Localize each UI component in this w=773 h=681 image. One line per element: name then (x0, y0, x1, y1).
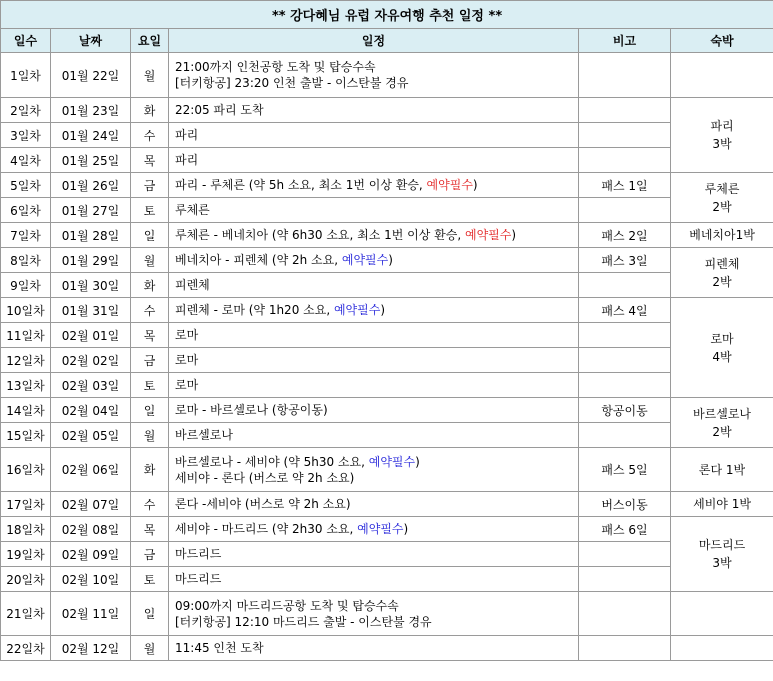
schedule-cell (169, 198, 579, 223)
stay-text: 마드리드 (698, 538, 746, 552)
schedule-text: ) (380, 303, 386, 317)
weekday-cell: 수 (131, 123, 169, 148)
schedule-line (175, 521, 578, 537)
schedule-line (175, 127, 578, 143)
schedule-text: 로마 - 바르셀로나 (항공이동) (175, 403, 328, 417)
table-row (1, 173, 773, 198)
schedule-text: 피렌체 - 로마 (약 1h20 소요, (175, 303, 334, 317)
schedule-line (175, 252, 578, 268)
page-title: ** 강다혜님 유럽 자유여행 추천 일정 ** (1, 1, 773, 29)
stay-cell (671, 173, 773, 223)
schedule-line (175, 598, 578, 614)
day-cell: 4일차 (1, 148, 51, 173)
schedule-text: 파리 - 루체른 (약 5h 소요, 최소 1번 이상 환승, (175, 178, 427, 192)
table-row (1, 273, 773, 298)
note-cell: 패스 5일 (579, 448, 671, 492)
weekday-cell: 일 (131, 592, 169, 636)
schedule-text: 로마 (175, 353, 199, 367)
weekday-cell: 목 (131, 323, 169, 348)
stay-text: 루체른 (704, 181, 740, 196)
date-cell: 02월 07일 (51, 492, 131, 517)
schedule-text: 바르셀로나 (175, 428, 233, 442)
schedule-line (175, 59, 578, 75)
day-cell: 12일차 (1, 348, 51, 373)
table-row (1, 373, 773, 398)
stay-text: 세비야 1박 (693, 497, 751, 511)
day-cell: 1일차 (1, 53, 51, 98)
weekday-cell: 월 (131, 636, 169, 661)
weekday-cell: 금 (131, 348, 169, 373)
weekday-cell: 금 (131, 173, 169, 198)
stay-cell (671, 492, 773, 517)
header-date: 날짜 (51, 29, 131, 53)
schedule-text: 피렌체 (175, 278, 210, 292)
date-cell: 01월 30일 (51, 273, 131, 298)
schedule-text: 로마 (175, 328, 199, 342)
note-cell: 버스이동 (579, 492, 671, 517)
table-row (1, 223, 773, 248)
weekday-cell: 화 (131, 98, 169, 123)
day-cell: 2일차 (1, 98, 51, 123)
table-row (1, 592, 773, 636)
header-schedule: 일정 (169, 29, 579, 53)
stay-text: 3박 (712, 556, 732, 570)
stay-text: 로마 (710, 331, 734, 346)
schedule-line (175, 227, 578, 243)
schedule-text: 마드리드 (175, 547, 222, 561)
day-cell: 21일차 (1, 592, 51, 636)
stay-cell (671, 98, 773, 173)
schedule-line (175, 571, 578, 587)
header-note: 비고 (579, 29, 671, 53)
weekday-cell: 토 (131, 198, 169, 223)
schedule-line (175, 277, 578, 293)
note-cell (579, 592, 671, 636)
stay-cell (671, 53, 773, 98)
note-cell (579, 567, 671, 592)
table-row (1, 517, 773, 542)
day-cell: 14일차 (1, 398, 51, 423)
day-cell: 19일차 (1, 542, 51, 567)
date-cell: 02월 08일 (51, 517, 131, 542)
stay-text: 베네치아1박 (689, 228, 755, 242)
schedule-text: 11:45 인천 도착 (175, 641, 264, 655)
weekday-cell: 토 (131, 373, 169, 398)
schedule-cell (169, 98, 579, 123)
title-row (1, 1, 773, 29)
reservation-required-label: 예약필수 (341, 253, 389, 267)
date-cell: 02월 04일 (51, 398, 131, 423)
date-cell: 02월 09일 (51, 542, 131, 567)
schedule-text: ) (415, 454, 420, 469)
stay-text: 2박 (712, 424, 732, 439)
schedule-cell (169, 53, 579, 98)
reservation-required-label: 예약필수 (357, 522, 404, 536)
stay-text: 파리 (710, 119, 734, 133)
table-row (1, 542, 773, 567)
day-cell: 3일차 (1, 123, 51, 148)
stay-text: 피렌체 (704, 256, 740, 271)
schedule-text: ) (472, 178, 478, 192)
table-row (1, 298, 773, 323)
note-cell: 패스 6일 (579, 517, 671, 542)
schedule-line (175, 470, 578, 486)
schedule-line (175, 102, 578, 118)
schedule-line (175, 427, 578, 443)
schedule-text: 22:05 파리 도착 (175, 103, 264, 117)
stay-cell (671, 298, 773, 398)
day-cell: 20일차 (1, 567, 51, 592)
schedule-text: 09:00까지 마드리드공항 도착 및 탑승수속 (175, 598, 399, 613)
reservation-required-label: 예약필수 (333, 303, 381, 317)
weekday-cell: 수 (131, 492, 169, 517)
date-cell: 01월 24일 (51, 123, 131, 148)
stay-cell (671, 398, 773, 448)
schedule-line (175, 377, 578, 393)
schedule-line (175, 614, 578, 630)
stay-text: 2박 (712, 199, 732, 214)
schedule-text: 파리 (175, 128, 199, 142)
schedule-text: 바르셀로나 - 세비야 (약 5h30 소요, (175, 454, 369, 469)
schedule-cell (169, 223, 579, 248)
schedule-line (175, 454, 578, 470)
schedule-cell (169, 348, 579, 373)
note-cell (579, 53, 671, 98)
schedule-line (175, 640, 578, 656)
schedule-cell (169, 592, 579, 636)
table-row (1, 323, 773, 348)
note-cell (579, 123, 671, 148)
day-cell: 17일차 (1, 492, 51, 517)
schedule-text: 루체른 (175, 203, 210, 217)
date-cell: 02월 11일 (51, 592, 131, 636)
stay-text: 2박 (712, 274, 732, 289)
note-cell (579, 636, 671, 661)
day-cell: 5일차 (1, 173, 51, 198)
schedule-text: 루체른 - 베네치아 (약 6h30 소요, 최소 1번 이상 환승, (175, 228, 465, 242)
schedule-text: ) (388, 253, 393, 267)
stay-cell (671, 517, 773, 592)
schedule-cell (169, 248, 579, 273)
weekday-cell: 목 (131, 517, 169, 542)
schedule-line (175, 496, 578, 512)
schedule-cell (169, 148, 579, 173)
schedule-line (175, 152, 578, 168)
stay-text: 3박 (712, 137, 732, 151)
schedule-text: 마드리드 (175, 572, 222, 586)
stay-text: 바르셀로나 (693, 406, 752, 421)
stay-cell (671, 248, 773, 298)
day-cell: 8일차 (1, 248, 51, 273)
weekday-cell: 월 (131, 248, 169, 273)
weekday-cell: 일 (131, 223, 169, 248)
schedule-cell (169, 173, 579, 198)
schedule-cell (169, 398, 579, 423)
day-cell: 6일차 (1, 198, 51, 223)
schedule-cell (169, 492, 579, 517)
stay-cell (671, 636, 773, 661)
day-cell: 13일차 (1, 373, 51, 398)
note-cell: 패스 4일 (579, 298, 671, 323)
note-cell (579, 348, 671, 373)
weekday-cell: 화 (131, 448, 169, 492)
table-row (1, 198, 773, 223)
schedule-text: 로마 (175, 378, 199, 392)
weekday-cell: 금 (131, 542, 169, 567)
weekday-cell: 목 (131, 148, 169, 173)
note-cell: 패스 3일 (579, 248, 671, 273)
weekday-cell: 토 (131, 567, 169, 592)
date-cell: 02월 10일 (51, 567, 131, 592)
header-day: 일수 (1, 29, 51, 53)
table-row (1, 248, 773, 273)
day-cell: 11일차 (1, 323, 51, 348)
note-cell: 패스 1일 (579, 173, 671, 198)
note-cell (579, 323, 671, 348)
reservation-required-label: 예약필수 (465, 228, 512, 242)
table-row (1, 123, 773, 148)
weekday-cell: 화 (131, 273, 169, 298)
schedule-line (175, 75, 578, 91)
date-cell: 01월 25일 (51, 148, 131, 173)
date-cell: 02월 05일 (51, 423, 131, 448)
table-row (1, 423, 773, 448)
schedule-cell (169, 567, 579, 592)
date-cell: 01월 26일 (51, 173, 131, 198)
day-cell: 15일차 (1, 423, 51, 448)
schedule-cell (169, 123, 579, 148)
date-cell: 02월 12일 (51, 636, 131, 661)
table-row (1, 53, 773, 98)
note-cell (579, 542, 671, 567)
note-cell (579, 98, 671, 123)
schedule-cell (169, 323, 579, 348)
table-row (1, 348, 773, 373)
note-cell: 패스 2일 (579, 223, 671, 248)
table-row (1, 398, 773, 423)
reservation-required-label: 예약필수 (368, 454, 416, 469)
schedule-cell (169, 298, 579, 323)
schedule-cell (169, 542, 579, 567)
weekday-cell: 수 (131, 298, 169, 323)
date-cell: 02월 06일 (51, 448, 131, 492)
schedule-text: 세비야 - 마드리드 (약 2h30 소요, (175, 522, 358, 536)
day-cell: 9일차 (1, 273, 51, 298)
schedule-text: 세비야 - 론다 (버스로 약 2h 소요) (175, 470, 355, 485)
header-weekday: 요일 (131, 29, 169, 53)
schedule-line (175, 302, 578, 318)
schedule-text: 론다 -세비야 (버스로 약 2h 소요) (175, 497, 351, 511)
schedule-line (175, 327, 578, 343)
schedule-cell (169, 636, 579, 661)
date-cell: 01월 27일 (51, 198, 131, 223)
date-cell: 02월 01일 (51, 323, 131, 348)
date-cell: 02월 03일 (51, 373, 131, 398)
schedule-text: 파리 (175, 153, 199, 167)
stay-text: 론다 1박 (698, 462, 746, 477)
note-cell (579, 273, 671, 298)
schedule-text: [터키항공] 12:10 마드리드 출발 - 이스탄불 경유 (175, 614, 432, 629)
stay-text: 4박 (712, 349, 732, 364)
date-cell: 01월 31일 (51, 298, 131, 323)
stay-cell (671, 223, 773, 248)
schedule-line (175, 546, 578, 562)
day-cell: 22일차 (1, 636, 51, 661)
date-cell: 01월 23일 (51, 98, 131, 123)
weekday-cell: 월 (131, 53, 169, 98)
schedule-text: [터키항공] 23:20 인천 출발 - 이스탄불 경유 (175, 76, 409, 90)
schedule-line (175, 402, 578, 418)
header-stay: 숙박 (671, 29, 773, 53)
note-cell (579, 373, 671, 398)
day-cell: 18일차 (1, 517, 51, 542)
reservation-required-label: 예약필수 (426, 178, 473, 192)
schedule-line (175, 352, 578, 368)
weekday-cell: 월 (131, 423, 169, 448)
note-cell (579, 198, 671, 223)
weekday-cell: 일 (131, 398, 169, 423)
table-row (1, 567, 773, 592)
date-cell: 01월 29일 (51, 248, 131, 273)
table-row (1, 636, 773, 661)
note-cell (579, 423, 671, 448)
header-row (1, 29, 773, 53)
schedule-text: 21:00까지 인천공항 도착 및 탑승수속 (175, 60, 376, 74)
schedule-cell (169, 273, 579, 298)
date-cell: 01월 28일 (51, 223, 131, 248)
schedule-cell (169, 517, 579, 542)
note-cell: 항공이동 (579, 398, 671, 423)
date-cell: 01월 22일 (51, 53, 131, 98)
schedule-cell (169, 423, 579, 448)
schedule-line (175, 177, 578, 193)
day-cell: 16일차 (1, 448, 51, 492)
schedule-text: ) (511, 228, 517, 242)
table-row (1, 492, 773, 517)
day-cell: 10일차 (1, 298, 51, 323)
schedule-cell (169, 373, 579, 398)
note-cell (579, 148, 671, 173)
day-cell: 7일차 (1, 223, 51, 248)
table-row (1, 98, 773, 123)
schedule-cell (169, 448, 579, 492)
schedule-line (175, 202, 578, 218)
schedule-text: ) (403, 522, 409, 536)
table-row (1, 448, 773, 492)
stay-cell (671, 592, 773, 636)
date-cell: 02월 02일 (51, 348, 131, 373)
stay-cell (671, 448, 773, 492)
schedule-text: 베네치아 - 피렌체 (약 2h 소요, (175, 253, 342, 267)
table-row (1, 148, 773, 173)
